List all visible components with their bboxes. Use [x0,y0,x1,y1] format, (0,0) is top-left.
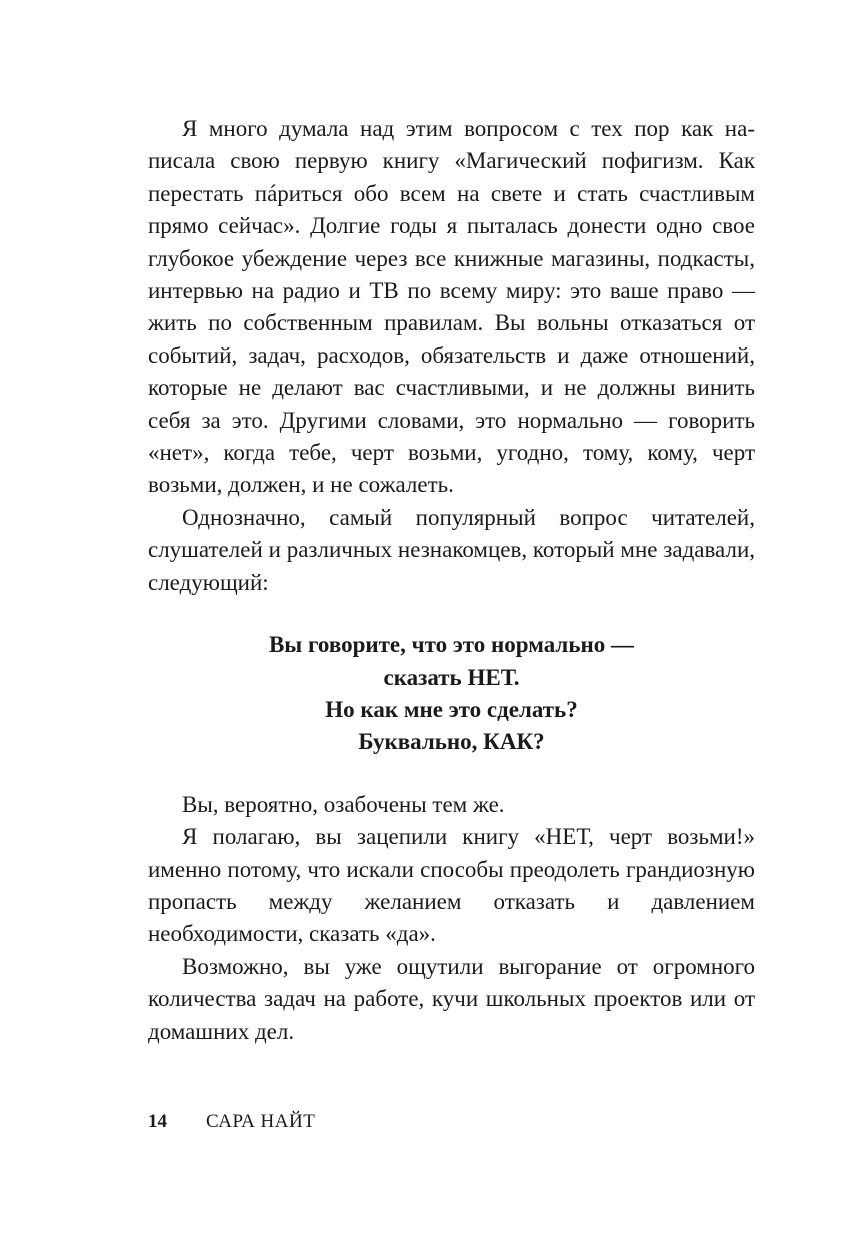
paragraph: Возможно, вы уже ощутили выгорание от огромного количества задач на работе, кучи школьных проектов или от домашних дел. [148,953,755,1044]
quote-line: Но как мне это сделать? [325,696,578,722]
paragraph: Я много думала над этим вопросом с тех пор как написала свою первую книгу «Магический пофигизм. Как перестать пáриться обо всем на свете и стать счастливым прямо сейчас». Долгие годы я пыталась донести одно свое глубокое убеждение через все книжные магазины, подкасты, интервью на радио и ТВ по всему миру: это ваше право — жить по собственным правилам. Вы вольны отказаться от событий, задач, расходов, обязательств и даже отношений, которые не делают вас счастливыми, и не должны винить себя за это. Другими словами, это нормально — говорить «нет», когда тебе, черт возьми, угодно, тому, кому, черт возьми, должен, и не сожалеть. [148,116,755,498]
paragraph: Вы, вероятно, озабочены тем же. [182,791,505,817]
quote-line: Вы говорите, что это нормально — [268,632,635,658]
quote-line: Буквально, КАК? [358,729,545,755]
page-body [148,113,755,1048]
quote-line: сказать НЕТ. [383,664,520,690]
paragraph: Однозначно, самый популярный вопрос читателей, слушателей и различных незнакомцев, который мне задавали, следующий: [148,504,755,595]
emphasized-quote [148,629,755,759]
running-head-author: САРА НАЙТ [206,1111,316,1132]
paragraph: Я полагаю, вы зацепили книгу «НЕТ, черт возьми!» именно потому, что искали способы преодолеть грандиозную пропасть между желанием отказать и давлением необходимости, сказать «да». [148,824,755,947]
page-number: 14 [148,1111,167,1132]
page-footer [148,1110,315,1134]
